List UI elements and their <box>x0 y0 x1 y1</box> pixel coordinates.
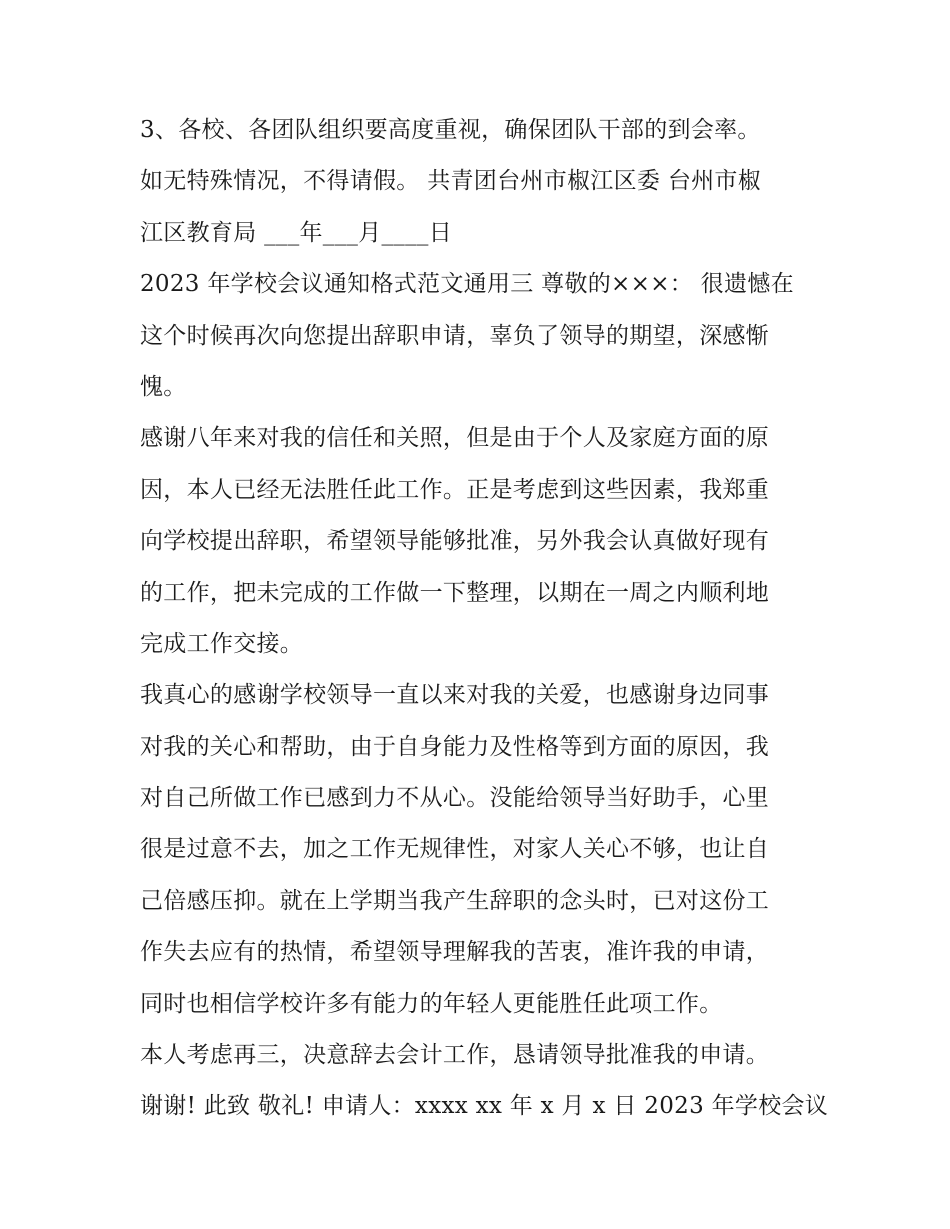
document-body <box>140 110 829 1138</box>
text-line: 感谢八年来对我的信任和关照，但是由于个人及家庭方面的原 <box>140 425 770 452</box>
text-line: 对自己所做工作已感到力不从心。没能给领导当好助手，心里 <box>140 785 770 812</box>
text-line: 己倍感压抑。就在上学期当我产生辞职的念头时，已对这份工 <box>140 887 770 914</box>
text-line: 谢谢! 此致 敬礼! 申请人：xxxx xx 年 x 月 x 日 2023 年学校会议 <box>140 1093 829 1120</box>
text-line: 的工作，把未完成的工作做一下整理，以期在一周之内顺利地 <box>140 579 770 606</box>
text-line: 很是过意不去，加之工作无规律性，对家人关心不够，也让自 <box>140 836 770 863</box>
text-line: 对我的关心和帮助，由于自身能力及性格等到方面的原因，我 <box>140 733 770 760</box>
text-line: 愧。 <box>140 373 187 400</box>
text-line: 同时也相信学校许多有能力的年轻人更能胜任此项工作。 <box>140 990 723 1017</box>
text-line: 向学校提出辞职，希望领导能够批准，另外我会认真做好现有 <box>140 528 770 555</box>
text-line: 如无特殊情况，不得请假。 共青团台州市椒江区委 台州市椒 <box>140 168 762 195</box>
text-line: 作失去应有的热情，希望领导理解我的苦衷，准许我的申请， <box>140 939 770 966</box>
text-line: 3、各校、各团队组织要高度重视，确保团队干部的到会率。 <box>140 117 761 143</box>
text-line: 江区教育局 ___年___月____日 <box>140 219 453 246</box>
text-line: 2023 年学校会议通知格式范文通用三 尊敬的×××： 很遗憾在 <box>140 271 794 298</box>
text-line: 因，本人已经无法胜任此工作。正是考虑到这些因素，我郑重 <box>140 476 770 503</box>
text-line: 我真心的感谢学校领导一直以来对我的关爱，也感谢身边同事 <box>140 682 770 709</box>
text-line: 完成工作交接。 <box>140 630 304 657</box>
text-line: 本人考虑再三，决意辞去会计工作，恳请领导批准我的申请。 <box>140 1042 770 1069</box>
text-line: 这个时候再次向您提出辞职申请，辜负了领导的期望，深感惭 <box>140 322 770 349</box>
